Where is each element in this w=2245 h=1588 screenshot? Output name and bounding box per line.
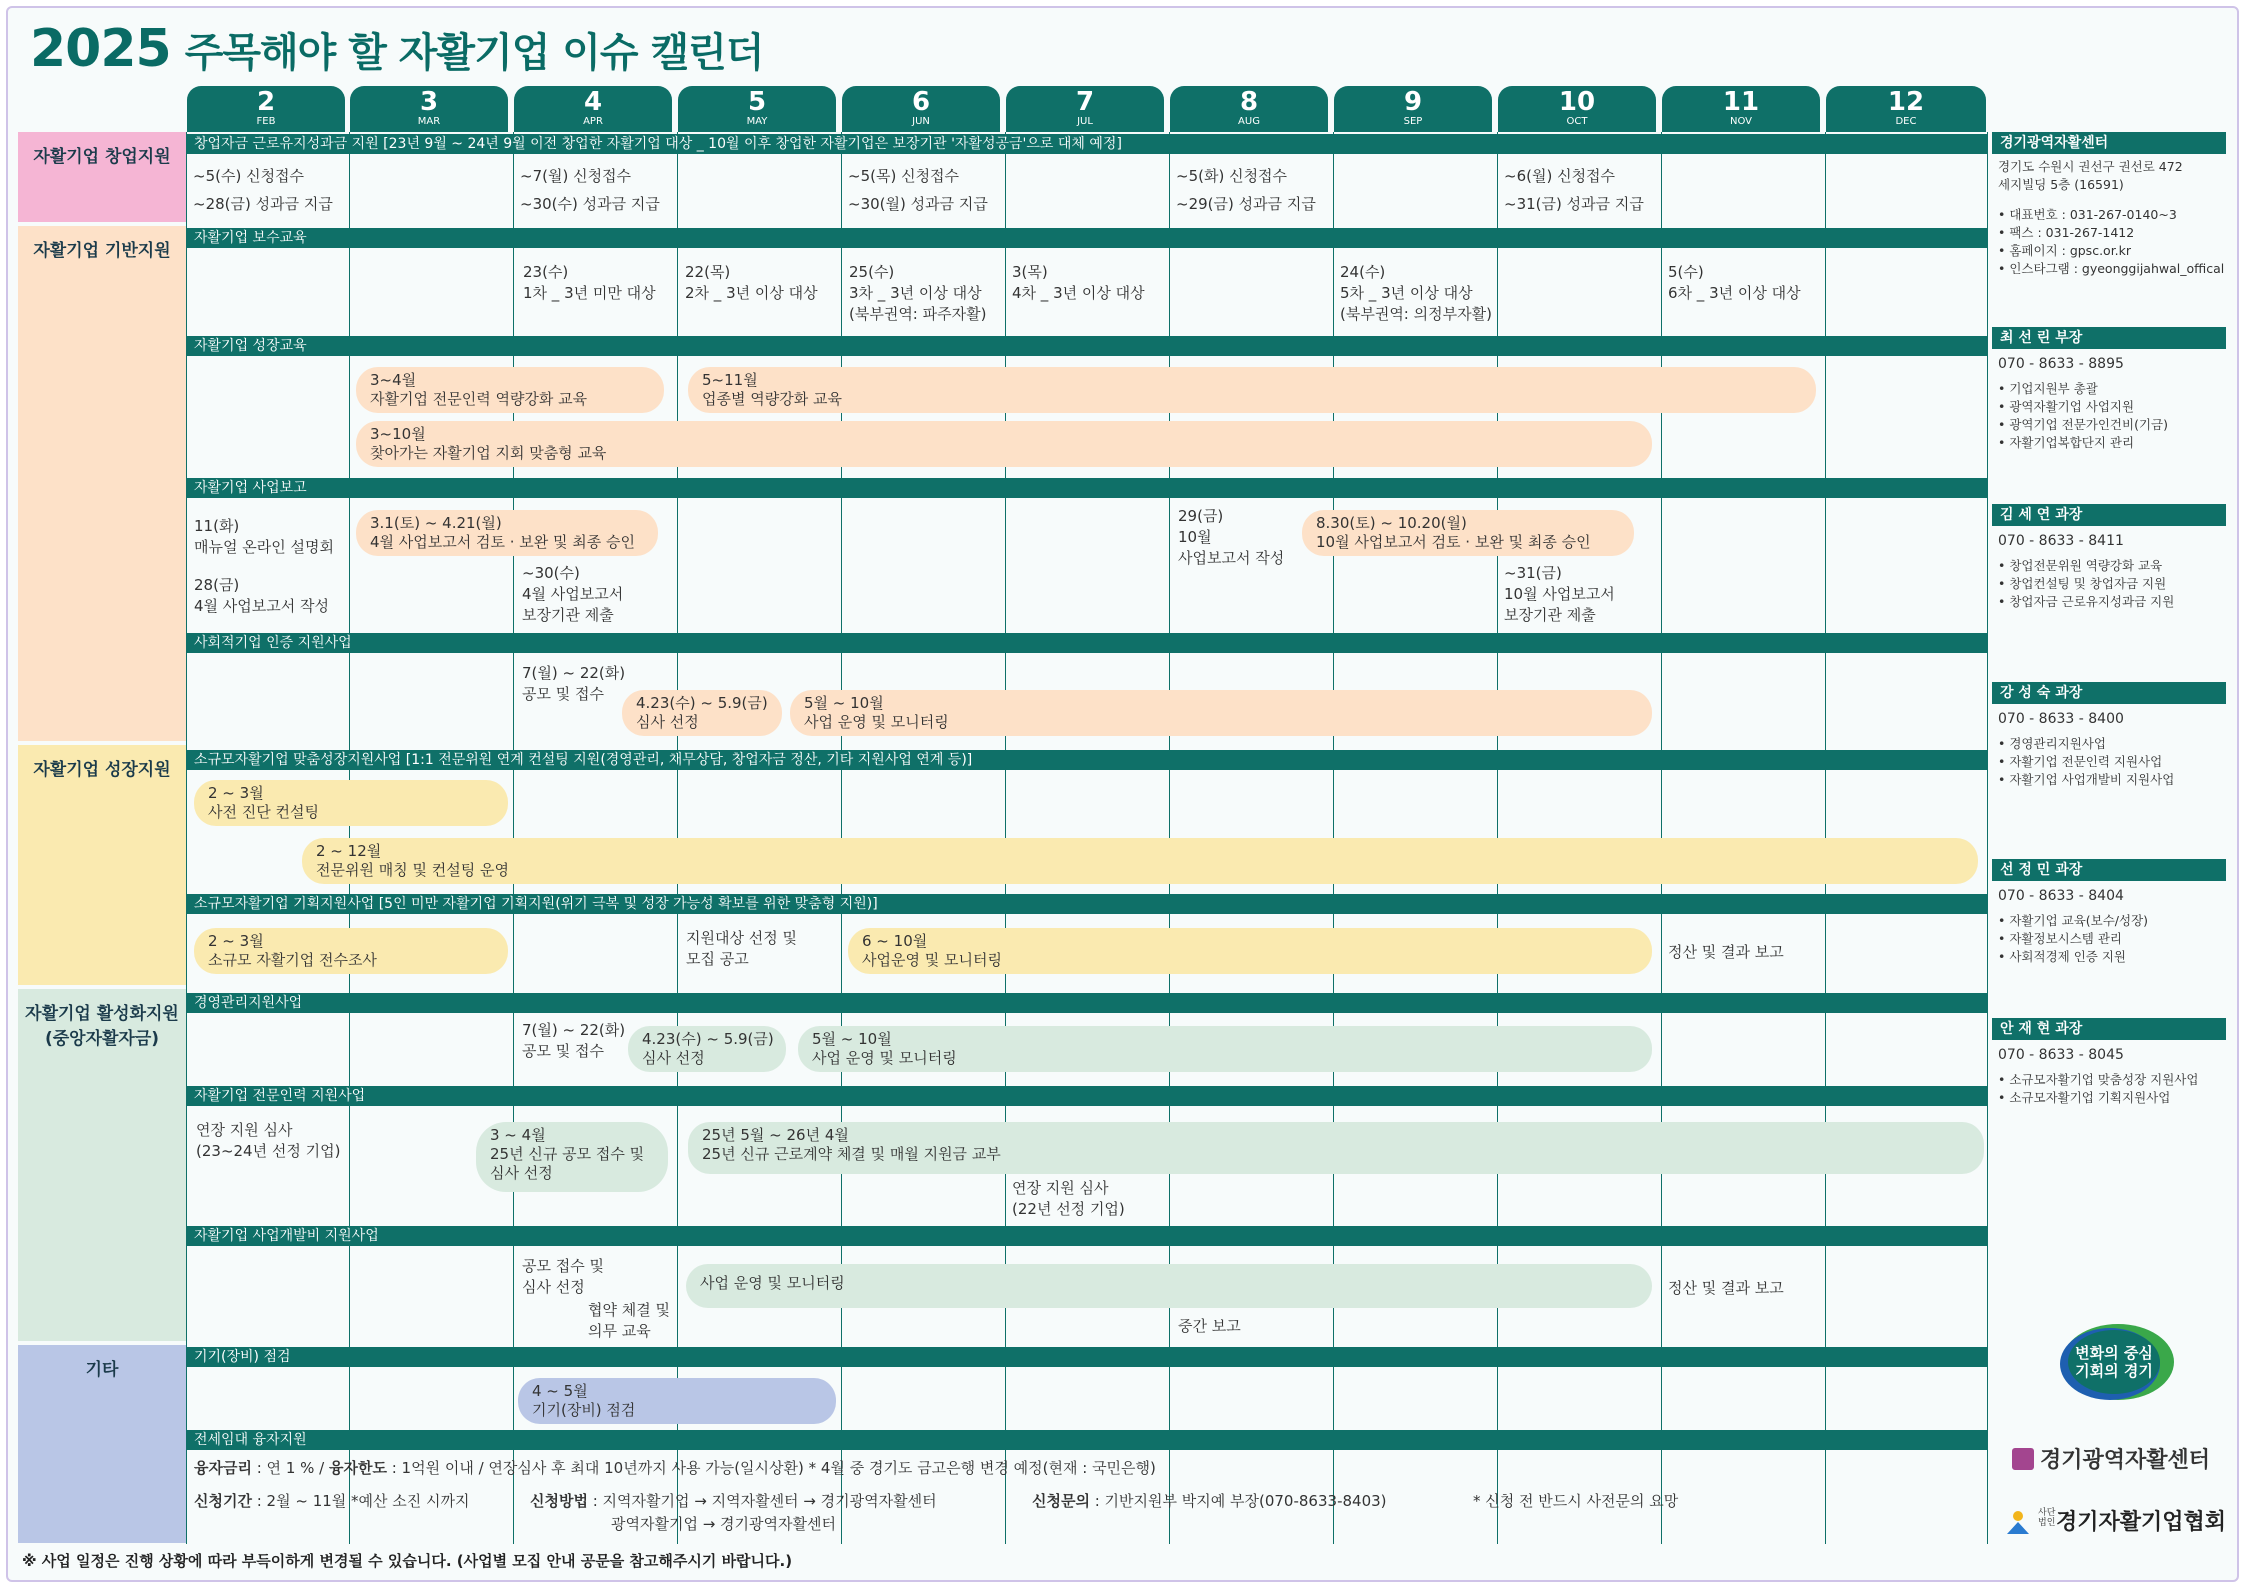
- event-text: 보장기관 제출: [1504, 606, 1596, 624]
- sidebar-item: • 자활기업복합단지 관리: [1998, 435, 2135, 450]
- event-text: 4월 사업보고서: [522, 585, 624, 603]
- section-bar-tailored-growth: 소규모자활기업 맞춤성장지원사업 [1:1 전문위원 연계 컨설팅 지원(경영관리, 채무상담, 창업자금 정산, 기타 지원사업 연계 등)]: [186, 750, 1988, 770]
- event-text: 5(수): [1668, 263, 1704, 281]
- event-text: (북부권역: 파주자활): [849, 305, 987, 323]
- event-text: (북부권역: 의정부자활): [1340, 305, 1492, 323]
- sidebar-person-name: 최 선 린 부장: [1992, 327, 2226, 349]
- schedule-bar: 3~4월 자활기업 전문인력 역량강화 교육: [356, 367, 664, 413]
- category-startup: 자활기업 창업지원: [18, 132, 186, 222]
- event-text: 3차 _ 3년 이상 대상: [849, 284, 982, 302]
- page-title: [30, 14, 763, 84]
- schedule-bar: 2 ~ 3월 사전 진단 컨설팅: [194, 780, 508, 826]
- section-bar-dev-cost: 자활기업 사업개발비 지원사업: [186, 1226, 1988, 1246]
- schedule-bar: 4 ~ 5월 기기(장비) 점검: [518, 1378, 836, 1424]
- title-year: 2025: [30, 19, 171, 79]
- loan-note: * 신청 전 반드시 사전문의 요망: [1473, 1492, 1679, 1510]
- slogan-text: 변화의 중심 기회의 경기: [2075, 1344, 2153, 1380]
- sidebar-person-phone: 070 - 8633 - 8411: [1998, 533, 2124, 549]
- event-text: 24(수): [1340, 263, 1386, 281]
- section-bar-business-report: 자활기업 사업보고: [186, 478, 1988, 498]
- event-text: ~30(수): [522, 564, 580, 582]
- association-logo-small: 사단 법인: [2038, 1508, 2056, 1528]
- sidebar-address: 경기도 수원시 권선구 권선로 472: [1998, 159, 2183, 174]
- event-text: 10월 사업보고서: [1504, 585, 1615, 603]
- event-text: ~7(월) 신청접수: [520, 167, 632, 185]
- event-text: 28(금): [194, 576, 240, 594]
- loan-line-4: [1032, 1491, 1387, 1511]
- event-text: 연장 지원 심사: [1012, 1179, 1109, 1197]
- sidebar-item: • 소규모자활기업 기획지원사업: [1998, 1090, 2171, 1105]
- loan-value: : 연 1 % /: [251, 1459, 329, 1477]
- section-bar-growth-training: 자활기업 성장교육: [186, 336, 1988, 356]
- sidebar-person-name: 강 성 숙 과장: [1992, 682, 2226, 704]
- section-bar-startup: 창업자금 근로유지성과금 지원 [23년 9월 ~ 24년 9월 이전 창업한 자활기업 대상 _ 10월 이후 창업한 자활기업은 보장기관 '자활성공금'으로 대체 예정]: [186, 134, 1988, 154]
- event-text: 정산 및 결과 보고: [1668, 943, 1784, 961]
- section-bar-equipment: 기기(장비) 점검: [186, 1347, 1988, 1367]
- center-logo: 경기광역자활센터: [2040, 1448, 2211, 1473]
- event-text: ~30(수) 성과금 지급: [520, 195, 660, 213]
- event-text: 보장기관 제출: [522, 606, 614, 624]
- loan-line-1: [194, 1458, 1156, 1478]
- month-tab: 8 AUG: [1170, 86, 1328, 132]
- sidebar-item: • 소규모자활기업 맞춤성장 지원사업: [1998, 1072, 2199, 1087]
- association-logo-icon: [2004, 1508, 2032, 1536]
- event-text: 공모 및 접수: [522, 1042, 604, 1060]
- sidebar-person-phone: 070 - 8633 - 8045: [1998, 1047, 2124, 1063]
- loan-value: : 2월 ~ 11월 *예산 소진 시까지: [251, 1492, 470, 1510]
- event-text: 23(수): [523, 263, 569, 281]
- event-text: 지원대상 선정 및: [686, 929, 797, 947]
- event-text: 7(월) ~ 22(화): [522, 1021, 626, 1039]
- sidebar-person-phone: 070 - 8633 - 8404: [1998, 888, 2124, 904]
- loan-key: 신청기간: [194, 1492, 252, 1510]
- category-activation-line1: 자활기업 활성화지원: [25, 1004, 179, 1024]
- event-text: ~5(수) 신청접수: [193, 167, 305, 185]
- sidebar-item: • 창업자금 근로유지성과금 지원: [1998, 594, 2175, 609]
- month-tab: 7 JUL: [1006, 86, 1164, 132]
- sidebar-item: • 홈페이지 : gpsc.or.kr: [1998, 243, 2132, 258]
- event-text: 모집 공고: [686, 950, 749, 968]
- center-logo-icon: [2012, 1448, 2034, 1470]
- event-text: 사업보고서 작성: [1178, 549, 1285, 567]
- event-text: ~29(금) 성과금 지급: [1176, 195, 1316, 213]
- sidebar-item: • 기업지원부 총괄: [1998, 381, 2098, 396]
- event-text: ~31(금) 성과금 지급: [1504, 195, 1644, 213]
- schedule-bar: 사업 운영 및 모니터링: [686, 1264, 1652, 1308]
- event-text: 중간 보고: [1178, 1317, 1241, 1335]
- loan-line-3: [530, 1491, 937, 1511]
- event-text: 5차 _ 3년 이상 대상: [1340, 284, 1473, 302]
- sidebar-item: • 창업컨설팅 및 창업자금 지원: [1998, 576, 2167, 591]
- loan-key: 융자한도: [328, 1459, 387, 1477]
- event-text: 29(금): [1178, 507, 1224, 525]
- event-text: 22(목): [685, 263, 731, 281]
- loan-value: : 기반지원부 박지예 부장(070-8633-8403): [1089, 1492, 1387, 1510]
- month-tab: 6 JUN: [842, 86, 1000, 132]
- event-text: (23~24년 선정 기업): [196, 1142, 341, 1160]
- sidebar-person-name: 안 재 현 과장: [1992, 1018, 2226, 1040]
- section-bar-planning-support: 소규모자활기업 기획지원사업 [5인 미만 자활기업 기획지원(위기 극복 및 성장 가능성 확보를 위한 맞춤형 지원)]: [186, 894, 1988, 914]
- sidebar-item: • 사회적경제 인증 지원: [1998, 949, 2126, 964]
- sidebar-item: • 경영관리지원사업: [1998, 736, 2106, 751]
- event-text: 11(화): [194, 517, 240, 535]
- section-bar-professional-staff: 자활기업 전문인력 지원사업: [186, 1086, 1988, 1106]
- schedule-bar: 5월 ~ 10월 사업 운영 및 모니터링: [798, 1026, 1652, 1072]
- schedule-bar: 4.23(수) ~ 5.9(금) 심사 선정: [622, 690, 782, 736]
- event-text: ~28(금) 성과금 지급: [193, 195, 333, 213]
- sidebar-item: • 창업전문위원 역량강화 교육: [1998, 558, 2163, 573]
- month-tab: 9 SEP: [1334, 86, 1492, 132]
- footer-note: ※ 사업 일정은 진행 상황에 따라 부득이하게 변경될 수 있습니다. (사업별 모집 안내 공문을 참고해주시기 바랍니다.): [22, 1552, 793, 1570]
- month-tab: 10 OCT: [1498, 86, 1656, 132]
- event-text: (22년 선정 기업): [1012, 1200, 1125, 1218]
- category-activation-line2: (중앙자활자금): [44, 1029, 160, 1049]
- schedule-bar: 5~11월 업종별 역량강화 교육: [688, 367, 1816, 413]
- event-text: ~31(금): [1504, 564, 1562, 582]
- event-text: ~5(목) 신청접수: [848, 167, 960, 185]
- event-text: ~30(월) 성과금 지급: [848, 195, 988, 213]
- category-growth: 자활기업 성장지원: [18, 745, 186, 985]
- sidebar-item: • 인스타그램 : gyeonggijahwal_offical: [1998, 261, 2225, 276]
- event-text: 연장 지원 심사: [196, 1121, 293, 1139]
- category-base: 자활기업 기반지원: [18, 226, 186, 741]
- section-bar-base-training: 자활기업 보수교육: [186, 228, 1988, 248]
- sidebar-item: • 자활기업 교육(보수/성장): [1998, 913, 2149, 928]
- event-text: 10월: [1178, 528, 1212, 546]
- loan-value: : 1억원 이내 / 연장심사 후 최대 10년까지 사용 가능(일시상환) * 4월 중 경기도 금고은행 변경 예정(현재 : 국민은행): [386, 1459, 1156, 1477]
- sidebar-item: • 대표번호 : 031-267-0140~3: [1998, 207, 2177, 222]
- schedule-bar: 8.30(토) ~ 10.20(월) 10월 사업보고서 검토 · 보완 및 최종 승인: [1302, 510, 1634, 556]
- sidebar-address: 세지빌딩 5층 (16591): [1998, 177, 2124, 192]
- category-etc: 기타: [18, 1345, 186, 1543]
- schedule-bar: 5월 ~ 10월 사업 운영 및 모니터링: [790, 690, 1652, 736]
- sidebar-person-name: 선 정 민 과장: [1992, 859, 2226, 881]
- category-activation: [18, 989, 186, 1341]
- loan-line-3b: 광역자활기업 → 경기광역자활센터: [611, 1515, 836, 1533]
- event-text: 6차 _ 3년 이상 대상: [1668, 284, 1801, 302]
- section-bar-social-enterprise: 사회적기업 인증 지원사업: [186, 633, 1988, 653]
- loan-key: 융자금리: [194, 1459, 252, 1477]
- schedule-bar: 4.23(수) ~ 5.9(금) 심사 선정: [628, 1026, 786, 1072]
- schedule-bar: 3~10월 찾아가는 자활기업 지회 맞춤형 교육: [356, 421, 1652, 467]
- month-tab: 3 MAR: [350, 86, 508, 132]
- event-text: 공모 및 접수: [522, 685, 604, 703]
- event-text: 4월 사업보고서 작성: [194, 597, 330, 615]
- month-tab: 4 APR: [514, 86, 672, 132]
- sidebar-item: • 자활기업 사업개발비 지원사업: [1998, 772, 2175, 787]
- section-bar-loan: 전세임대 융자지원: [186, 1430, 1988, 1450]
- event-text: 1차 _ 3년 미만 대상: [523, 284, 656, 302]
- loan-key: 신청문의: [1032, 1492, 1090, 1510]
- event-text: 심사 선정: [522, 1278, 585, 1296]
- month-tab: 5 MAY: [678, 86, 836, 132]
- sidebar-person-phone: 070 - 8633 - 8895: [1998, 356, 2124, 372]
- loan-value: : 지역자활기업 → 지역자활센터 → 경기광역자활센터: [587, 1492, 937, 1510]
- sidebar-item: • 광역자활기업 사업지원: [1998, 399, 2135, 414]
- event-text: 정산 및 결과 보고: [1668, 1279, 1784, 1297]
- sidebar-item: • 자활정보시스템 관리: [1998, 931, 2123, 946]
- sidebar-item: • 팩스 : 031-267-1412: [1998, 225, 2135, 240]
- event-text: 공모 접수 및: [522, 1257, 604, 1275]
- sidebar-item: • 광역기업 전문가인건비(기금): [1998, 417, 2168, 432]
- event-text: 의무 교육: [588, 1322, 651, 1340]
- month-tab: 11 NOV: [1662, 86, 1820, 132]
- month-tab: 12 DEC: [1826, 86, 1986, 132]
- event-text: 4차 _ 3년 이상 대상: [1012, 284, 1145, 302]
- event-text: 2차 _ 3년 이상 대상: [685, 284, 818, 302]
- schedule-bar: 2 ~ 3월 소규모 자활기업 전수조사: [194, 928, 508, 974]
- sidebar-person-phone: 070 - 8633 - 8400: [1998, 711, 2124, 727]
- title-text: 주목해야 할 자활기업 이슈 캘린더: [184, 29, 764, 76]
- sidebar-item: • 자활기업 전문인력 지원사업: [1998, 754, 2163, 769]
- schedule-bar: 25년 5월 ~ 26년 4월 25년 신규 근로계약 체결 및 매월 지원금 교부: [688, 1122, 1984, 1174]
- event-text: 협약 체결 및: [588, 1301, 670, 1319]
- event-text: 25(수): [849, 263, 895, 281]
- schedule-bar: 6 ~ 10월 사업운영 및 모니터링: [848, 928, 1652, 974]
- section-bar-management: 경영관리지원사업: [186, 993, 1988, 1013]
- sidebar-person-name: 김 세 연 과장: [1992, 504, 2226, 526]
- event-text: 7(월) ~ 22(화): [522, 664, 626, 682]
- schedule-bar: 2 ~ 12월 전문위원 매칭 및 컨설팅 운영: [302, 838, 1978, 884]
- schedule-bar: 3 ~ 4월 25년 신규 공모 접수 및 심사 선정: [476, 1122, 668, 1192]
- sidebar-center-title: 경기광역자활센터: [1992, 132, 2226, 154]
- event-text: ~5(화) 신청접수: [1176, 167, 1288, 185]
- month-tab: 2 FEB: [187, 86, 345, 132]
- slogan-badge: [2048, 1320, 2180, 1404]
- event-text: 3(목): [1012, 263, 1048, 281]
- loan-line-2: [194, 1491, 470, 1511]
- event-text: ~6(월) 신청접수: [1504, 167, 1616, 185]
- event-text: 매뉴얼 온라인 설명회: [194, 538, 334, 556]
- loan-key: 신청방법: [530, 1492, 588, 1510]
- association-logo: 경기자활기업협회: [2056, 1510, 2227, 1535]
- schedule-bar: 3.1(토) ~ 4.21(월) 4월 사업보고서 검토 · 보완 및 최종 승인: [356, 510, 658, 556]
